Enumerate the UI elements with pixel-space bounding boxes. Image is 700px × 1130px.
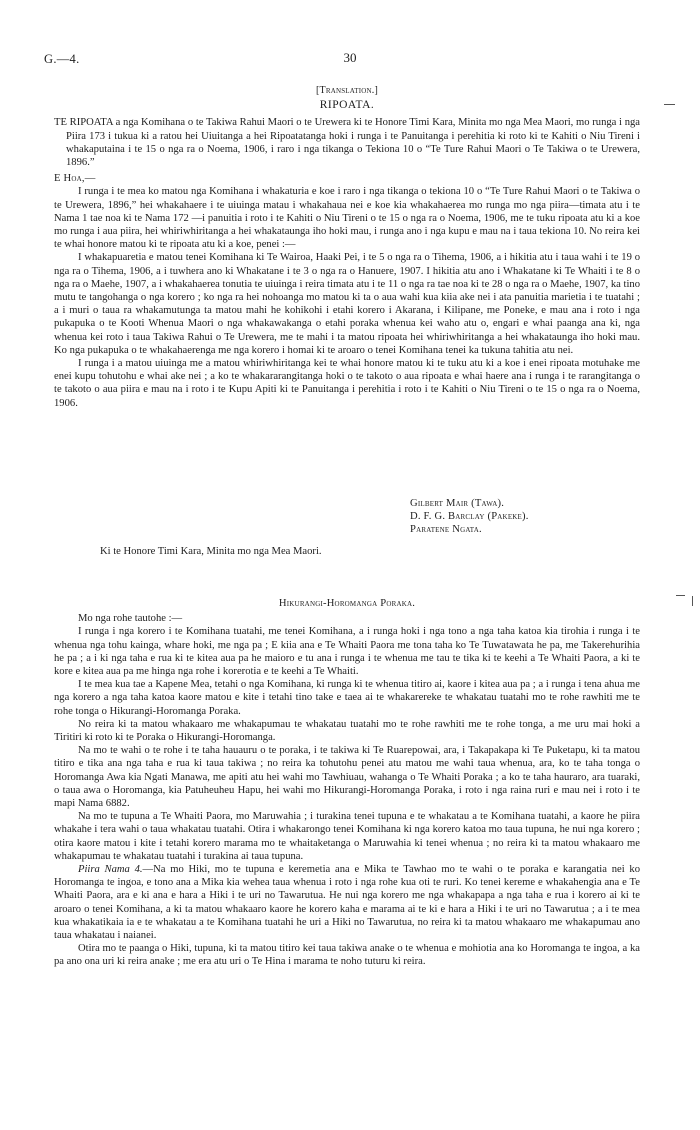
- closing-paragraph: Otira mo te paanga o Hiki, tupuna, ki ta matou titiro kei taua takiwa anake o te whenua e mohiotia ana ko Horomanga te ingoa, a ka pa ano ona uri ki reira anake ; me era atu uri o Te Hina i marama te noho tuturu ki reira.: [54, 943, 640, 968]
- translation-label: [Translation.]: [315, 85, 378, 96]
- section-lead: Mo nga rohe tautohe :—: [78, 613, 183, 625]
- margin-mark: [692, 596, 693, 606]
- section-paragraph: Na mo te wahi o te rohe i te taha hauauru o te poraka, i te takiwa ki Te Ruarepowai, ara, i Takapakapa ki Te Puketapu, ki ta matou titiro e tika ana nga taha e rua ki taua takiwa ; no reira ka tohutohu penei atu matou me wahi taua whenua, ara, ko te taha tonga o Horomanga Awa kia Ngati Manawa, me apiti atu hei wahi mo Tawhiuau, wahanga o Te Whaiti Poraka ; a ko te taha hauraro, ara tuaraki, o taua awa o Horomanga, kia Patuheuheu Hapu, hei wahi mo Hikurangi-Horomanga Poraka, i roto i nga raina ruri e mau nei i roto i te mapi Nama 6882.: [54, 745, 640, 810]
- section-paragraph: No reira ki ta matou whakaaro me whakapumau te whakatau tuatahi mo te rohe rawhiti me te rohe tonga, a me uru mai hoki a Tiritiri ki roto ki te Poraka o Hikurangi-Horomanga.: [54, 718, 640, 744]
- piira-text: —Na mo Hiki, mo te tupuna e keremetia ana e Mika te Tawhao mo te wahi o te poraka e karangatia nei ko Horomanga te ingoa, e tono ana a Mika kia wehea taua whenua i roto i nga rohe kua oti te ruri. Ko tenei kereme e whakahengia ana e Te Whaiti Paora, ara e ki ana e hara a Hiki i te uri no Tawarutua. He nui nga korero me nga whakapapa a nga taha e rua i korero ai ki te aroaro o tenei Komihana, a ki ta matou whakaaro kaore he korero kaha e marama ai te ki e hara a Hiki i te uri no Tawarutua ; a i te mea kua whakatikaia ia e te whakatau a te Komihana tuatahi he uri a Hiki no Tawarutua, no reira ki ta matou whakaaro me whakapumau ano taua whakatau i naianei.: [54, 864, 640, 942]
- margin-mark: [676, 595, 685, 596]
- signatory: D. F. G. Barclay (Pakeke).: [410, 511, 529, 523]
- report-paragraph: I runga i a matou uiuinga me a matou whiriwhiritanga kei te whai honore matou ki te tuku atu ki a koe i enei ripoata motuhake me enei kupu tohutohu e whai ake nei ; a ko te whakararangitanga hoki o te takoto o aua ripoata e whai haere ana i runga i te rarangitanga o te takoto o aua piira e mau na i roto i te Kupu Apiti ki te Panuitanga i perehitia i roto i te Kahiti o Niu Tireni o te 15 o nga ra o Noema, 1906.: [54, 358, 640, 409]
- section-paragraph: Na mo te tupuna a Te Whaiti Paora, mo Maruwahia ; i turakina tenei tupuna e te whakatau a te Komihana tuatahi, a kaore he piira whakahe i tera wahi o taua whakatau tuatahi. Otira i whakarongo tenei Komihana ki nga korero katoa mo taua tupuna, he nui nga korero ; otira kaore matou i kite i tetahi korero marama mo te whaitaketanga o Maruwahia ki tenei whenua ; no reira ki ta matou whakaaro me whakapumau te whakatau tuatahi i turakina ai taua tupuna.: [54, 811, 640, 862]
- signatory: Paratene Ngata.: [410, 524, 482, 536]
- section-title: Hikurangi-Horomanga Poraka.: [278, 598, 416, 609]
- section-paragraph: I runga i nga korero i te Komihana tuatahi, me tenei Komihana, a i runga hoki i nga tono a nga taha katoa kia tirohia i runga i te whenua nga tohu kainga, whare hoki, me nga pa ; E kiia ana e Te Whaiti Paora me tona taha ko Te Tuwatawata he pa, me Takerehurihia he pa ; a i ki nga taha e rua ki te kitea aua pa he maioro e tu ana i runga i te whenua me tau te tika ki te keehi a Te Whaiti Paora, a ki te kore e kitea aua pa me hinga nga rohe i korerotia e te keehi a Te Whaiti.: [54, 626, 640, 678]
- piira-label: Piira Nama 4.: [78, 864, 143, 876]
- page-number: 30: [343, 50, 357, 65]
- signatories: [410, 497, 650, 537]
- addressee: Ki te Honore Timi Kara, Minita mo nga Mea Maori.: [100, 546, 322, 557]
- margin-mark: [664, 104, 675, 105]
- section-paragraph: I te mea kua tae a Kapene Mea, tetahi o nga Komihana, ki runga ki te whenua titiro ai, kaore i kitea aua pa ; a i runga i tena ahua me nga korero a nga taha katoa kaore matou e kite i tetahi tino take e taea ai te whakarereke te whakatau tuatahi mo te rohe rawhiti me te rohe tonga o Hikurangi-Horomanga Poraka.: [54, 679, 640, 717]
- piira-paragraph: [54, 863, 640, 942]
- report-title: RIPOATA.: [319, 99, 375, 112]
- report-paragraph: I whakapuaretia e matou tenei Komihana ki Te Wairoa, Haaki Pei, i te 5 o nga ra o Tihema, 1906, a i hikitia atu i taua wahi i te 19 o nga ra o Tihema, 1906, a i tuwhera ano ki Whakatane i te 3 o nga ra o Hanuere, 1907. I hikitia atu ano i Whakatane ki Te Whaiti i te 8 o nga ra o Maehe, 1907, a i whakahaerea tonutia te uiuinga i reira timata atu i te 11 o nga ra tae noa ki te 28 o nga ra o Maehe, 1907, ka tino mutu te tangohanga o nga korero ; ko nga ra hei nohoanga mo matou ki ta o aua wahi kua kiia ake nei i ata panuitia marietia i te tuatahi ; a i muri o taua ra whakamutunga ta matou mahi he kohikohi i etahi korero i Akarana, i Kilipane, me Poneke, e mau ana i roto i nga pukapuka o te Kooti Whenua Maori o nga whakawakanga o etahi poraka whenua kei waho atu o, engari e whai paanga ana ki, nga whenua kei roto i taua Takiwa Rahui o Te Urewera, me te mahi i ta matou ripoata hei whiriwhiritanga a hei whakataunga iho hoki mau. Ko nga pukapuka o te whakahaerenga me nga korero i homai ki te aroaro o tenei Komihana tenei ka tukuna tahitia atu nei.: [54, 252, 640, 356]
- report-paragraph: I runga i te mea ko matou nga Komihana i whakaturia e koe i raro i nga tikanga o tekiona 10 o “Te Ture Rahui Maori o te Takiwa o te Urewera, 1896,” hei whakahaere i te uiuinga matau i whakahaua nei e koe kia whakahaerea mo runga mo nga piira—timata atu i te Nama 1 tae noa ki te Nama 172 —i panuitia i roto i te Kahiti o Niu Tireni o te 15 o nga ra o Noema, 1906, me te tuku ripoata atu ki a koe mo runga i aua piira, hei whiriwhiritanga a hei whakataunga iho hoki mau, i runga ano i nga kupu e mau na i taua tekiona 10. No reira kei te whai honore matou ki te ripoata atu ki a koe, penei :—: [54, 186, 640, 251]
- poraka-section: [54, 597, 640, 969]
- document-reference: G.—4.: [44, 52, 80, 66]
- report-section: [54, 84, 640, 410]
- salutation: E Hoa,—: [54, 173, 96, 185]
- report-intro: TE RIPOATA a nga Komihana o te Takiwa Rahui Maori o te Urewera ki te Honore Timi Kara, Minita mo nga Mea Maori, mo runga i nga Piira 173 i tukua ki a ratou hei Uiuitanga a hei Ripoatatanga hoki i runga i te Panuitanga i perehitia ki roto ki te Kahiti o Niu Tireni i whakaputaina i te 15 o nga ra o Noema, 1906, i raro i nga tikanga o Tekiona 10 o “Te Ture Rahui Maori o Te Takiwa o te Urewera, 1896.”: [54, 117, 640, 169]
- signatory: Gilbert Mair (Tawa).: [410, 498, 505, 509]
